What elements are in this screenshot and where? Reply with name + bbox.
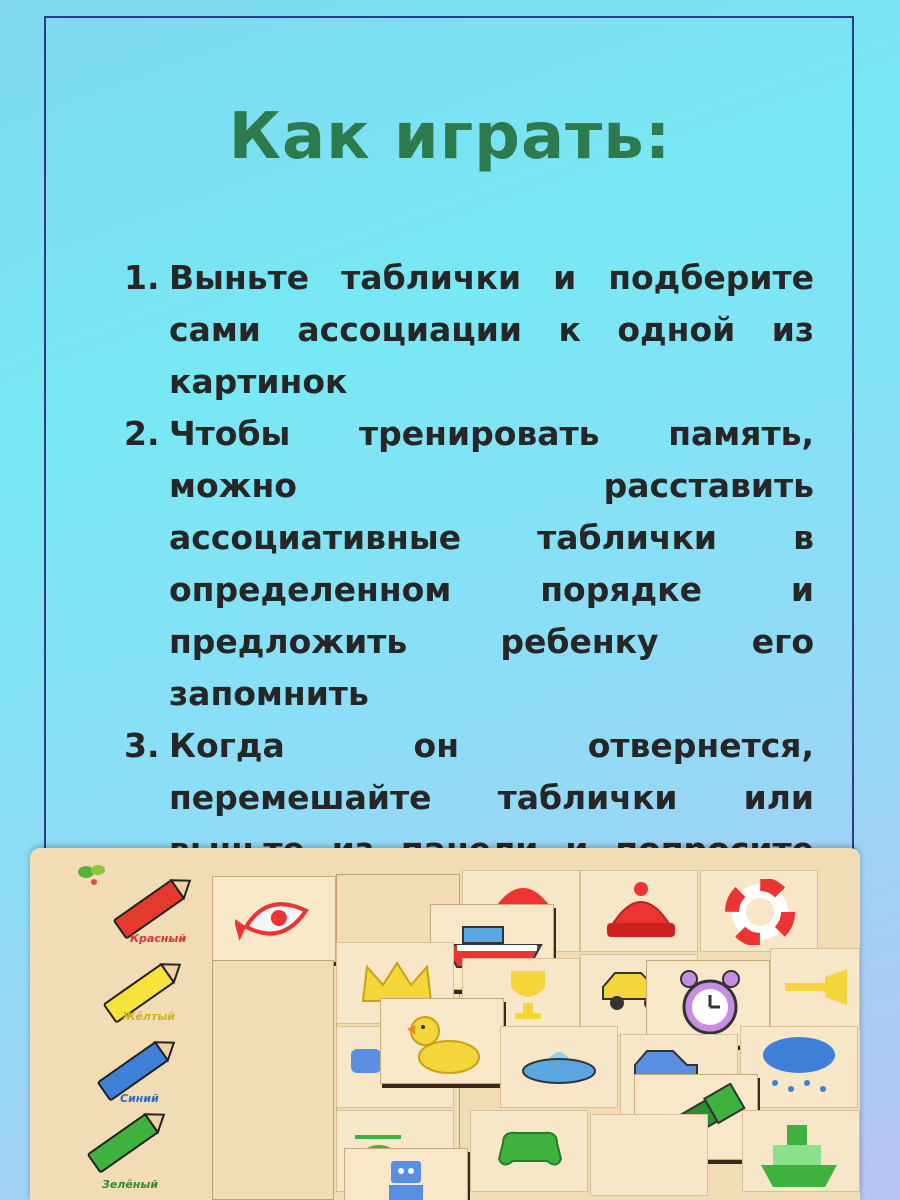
rocket-icon <box>235 885 315 953</box>
step-number: 3. <box>124 726 160 765</box>
alarm-clock-icon <box>675 967 745 1039</box>
lifebuoy-icon <box>725 879 795 945</box>
ufo-icon <box>519 1039 599 1095</box>
empty-slot <box>212 960 334 1200</box>
step-text: Выньте таблички и подберите сами ассоциации к одной из картинок <box>169 258 814 401</box>
rocket-tile[interactable] <box>212 876 336 962</box>
red-object-icon <box>493 877 553 907</box>
step-number: 1. <box>124 258 160 297</box>
board-cell <box>500 1026 618 1108</box>
board-cell <box>700 870 818 952</box>
step-text: Чтобы тренировать память, можно расставить ассоциативные таблички в определенном порядке и предложить ребенку его запомнить <box>169 414 814 713</box>
trophy-icon <box>503 967 553 1023</box>
steamship-icon <box>759 1121 839 1191</box>
color-label: Синий <box>120 1092 159 1105</box>
board-cell <box>580 870 698 952</box>
robot-icon <box>381 1153 431 1200</box>
color-label: Красный <box>130 932 187 945</box>
board-cell <box>742 1110 860 1192</box>
instruction-step <box>124 252 814 408</box>
page-title: Как играть: <box>228 100 672 174</box>
green-pencil-icon <box>74 1110 174 1184</box>
rain-cloud-icon <box>755 1033 845 1103</box>
color-label: Зелёный <box>102 1178 159 1191</box>
board-cell <box>470 1110 588 1192</box>
wooden-puzzle-board <box>30 848 860 1200</box>
duck-tile[interactable] <box>380 998 504 1084</box>
step-text: Когда он отвернется, перемешайте таблички или <box>169 726 814 817</box>
step-number: 2. <box>124 414 160 453</box>
duck-icon <box>401 1007 487 1077</box>
instruction-step <box>124 408 814 720</box>
trumpet-icon <box>781 967 851 1007</box>
robot-tile[interactable] <box>344 1148 468 1200</box>
board-cell <box>770 948 860 1030</box>
gamepad-icon <box>495 1127 565 1171</box>
color-label: Жёлтый <box>122 1010 176 1023</box>
board-cell <box>590 1114 708 1196</box>
knit-hat-icon <box>603 881 679 941</box>
